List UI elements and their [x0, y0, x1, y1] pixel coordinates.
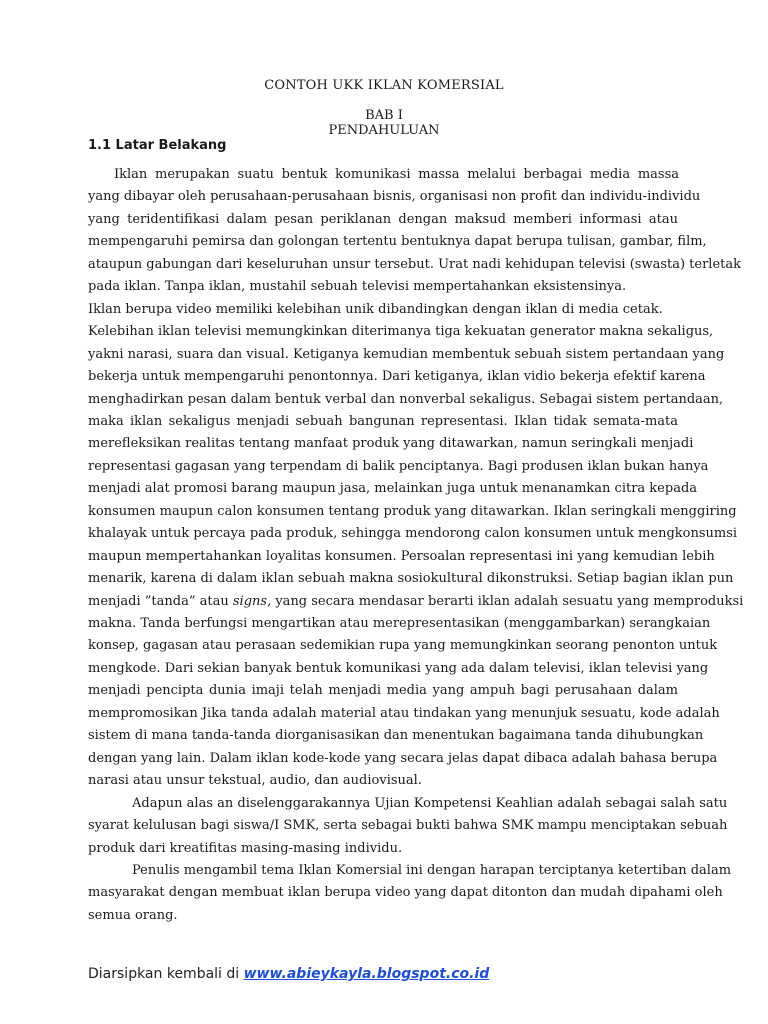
- body-line: Iklan merupakan suatu bentuk komunikasi massa melalui berbagai media massa: [114, 167, 679, 182]
- body-line: narasi atau unsur tekstual, audio, dan audiovisual.: [88, 773, 422, 789]
- body-line: menarik, karena di dalam iklan sebuah makna sosiokultural dikonstruksi. Setiap bagian iklan pun: [88, 571, 734, 587]
- footer: [88, 966, 489, 982]
- chapter-label: BAB I: [365, 108, 403, 123]
- body-line: menjadi pencipta dunia imaji telah menjadi media yang ampuh bagi perusahaan dalam: [88, 683, 678, 699]
- body-line: maka iklan sekaligus menjadi sebuah bangunan representasi. Iklan tidak semata-mata: [88, 413, 678, 429]
- body-line: bekerja untuk mempengaruhi penontonnya. Dari ketiganya, iklan vidio bekerja efektif karena: [88, 369, 706, 385]
- body-line: pada iklan. Tanpa iklan, mustahil sebuah televisi mempertahankan eksistensinya.: [88, 279, 627, 295]
- body-line: masyarakat dengan membuat iklan berupa video yang dapat ditonton dan mudah dipahami oleh: [88, 885, 723, 901]
- section-heading: 1.1 Latar Belakang: [88, 138, 227, 153]
- body-line: konsep, gagasan atau perasaan sedemikian rupa yang memungkinkan seorang penonton untuk: [88, 638, 718, 654]
- body-line: menghadirkan pesan dalam bentuk verbal dan nonverbal sekaligus. Sebagai sistem pertandaan,: [88, 391, 724, 407]
- body-line: mempengaruhi pemirsa dan golongan tertentu bentuknya dapat berupa tulisan, gambar, film,: [88, 234, 707, 250]
- body-line: khalayak untuk percaya pada produk, sehingga mendorong calon konsumen untuk mengkonsumsi: [88, 526, 738, 542]
- body-line: menjadi ”tanda” atau signs, yang secara mendasar berarti iklan adalah sesuatu yang memproduksi: [88, 593, 744, 609]
- document-title: CONTOH UKK IKLAN KOMERSIAL: [264, 78, 504, 93]
- body-line: dengan yang lain. Dalam iklan kode-kode yang secara jelas dapat dibaca adalah bahasa berupa: [88, 750, 718, 766]
- body-line: sistem di mana tanda-tanda diorganisasikan dan menentukan bagaimana tanda dihubungkan: [88, 728, 704, 744]
- body-line: makna. Tanda berfungsi mengartikan atau merepresentasikan (menggambarkan) serangkaian: [88, 616, 711, 631]
- body-line: yang teridentifikasi dalam pesan periklanan dengan maksud memberi informasi atau: [88, 211, 678, 227]
- body-line: menjadi alat promosi barang maupun jasa, melainkan juga untuk menanamkan citra kepada: [88, 481, 698, 497]
- body-line: ataupun gabungan dari keseluruhan unsur tersebut. Urat nadi kehidupan televisi (swasta) terletak: [88, 256, 742, 272]
- body-line: mempromosikan Jika tanda adalah material atau tindakan yang menunjuk sesuatu, kode adalah: [88, 705, 720, 721]
- body-line: merefleksikan realitas tentang manfaat produk yang ditawarkan, namun seringkali menjadi: [88, 436, 694, 452]
- body-line: Adapun alas an diselenggarakannya Ujian Kompetensi Keahlian adalah sebagai salah satu: [132, 795, 728, 811]
- body-line: produk dari kreatifitas masing-masing individu.: [88, 840, 403, 856]
- body-line: konsumen maupun calon konsumen tentang produk yang ditawarkan. Iklan seringkali menggiring: [88, 503, 737, 519]
- body-line: mengkode. Dari sekian banyak bentuk komunikasi yang ada dalam televisi, iklan televisi yang: [88, 660, 709, 676]
- footer-prefix: Diarsipkan kembali di: [88, 966, 244, 982]
- chapter-title: PENDAHULUAN: [328, 123, 440, 138]
- body-line: Penulis mengambil tema Iklan Komersial ini dengan harapan terciptanya ketertiban dalam: [132, 862, 732, 878]
- body-line: yang dibayar oleh perusahaan-perusahaan bisnis, organisasi non profit dan individu-individu: [88, 189, 701, 205]
- body-line: maupun mempertahankan loyalitas konsumen. Persoalan representasi ini yang kemudian lebih: [88, 548, 715, 564]
- footer-link[interactable]: www.abieykayla.blogspot.co.id: [243, 966, 490, 982]
- body-line: syarat kelulusan bagi siswa/I SMK, serta sebagai bukti bahwa SMK mampu menciptakan sebuah: [88, 818, 728, 834]
- body-line: yakni narasi, suara dan visual. Ketiganya kemudian membentuk sebuah sistem pertandaan yang: [88, 346, 725, 362]
- body-line: representasi gagasan yang terpendam di balik penciptanya. Bagi produsen iklan bukan hanya: [88, 458, 709, 474]
- body-line: Iklan berupa video memiliki kelebihan unik dibandingkan dengan iklan di media cetak.: [88, 301, 663, 317]
- body-line: Kelebihan iklan televisi memungkinkan diterimanya tiga kekuatan generator makna sekaligus,: [88, 324, 714, 340]
- body-line: semua orang.: [88, 907, 178, 923]
